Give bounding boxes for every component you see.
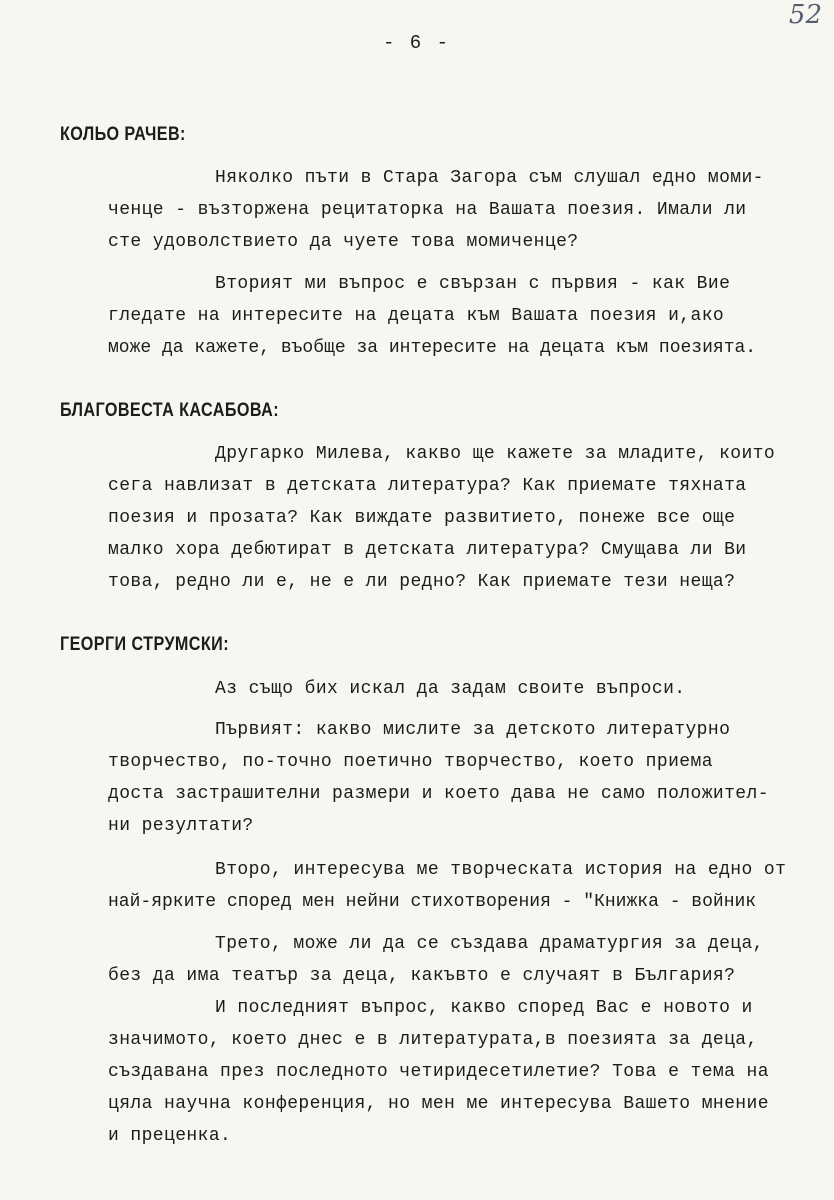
text-line: Първият: какво мислите за детското литературно bbox=[215, 720, 731, 740]
text-line: творчество, по-точно поетично творчество, което приема bbox=[108, 752, 713, 772]
text-line: цяла научна конференция, но мен ме интересува Вашето мнение bbox=[108, 1094, 769, 1114]
text-line: доста застрашителни размери и което дава не само положител- bbox=[108, 784, 769, 804]
text-line: значимото, което днес е в литературата,в поезията за деца, bbox=[108, 1030, 758, 1050]
text-line: най-ярките според мен нейни стихотворения - "Книжка - войник bbox=[108, 892, 757, 912]
speaker-name: ГЕОРГИ СТРУМСКИ: bbox=[60, 634, 230, 655]
text-line: сега навлизат в детската литература? Как приемате тяхната bbox=[108, 476, 747, 496]
text-line: създавана през последното четиридесетилетие? Това е тема на bbox=[108, 1062, 769, 1082]
text-line: Трето, може ли да се създава драматургия за деца, bbox=[215, 934, 764, 954]
text-line: Аз също бих искал да задам своите въпроси. bbox=[215, 679, 686, 699]
text-line: без да има театър за деца, какъвто е случаят в България? bbox=[108, 966, 736, 986]
speaker-name: БЛАГОВЕСТА КАСАБОВА: bbox=[60, 400, 280, 421]
text-line: И последният въпрос, какво според Вас е новото и bbox=[215, 998, 753, 1018]
speaker-name: КОЛЬО РАЧЕВ: bbox=[60, 124, 186, 145]
text-line: Второ, интересува ме творческата история на едно от bbox=[215, 860, 787, 880]
text-line: сте удоволствието да чуете това момиченце? bbox=[108, 232, 579, 252]
text-line: ни резултати? bbox=[108, 816, 254, 836]
text-line: това, редно ли е, не е ли редно? Как приемате тези неща? bbox=[108, 572, 736, 592]
text-line: и преценка. bbox=[108, 1126, 232, 1146]
text-line: гледате на интересите на децата към Вашата поезия и,ако bbox=[108, 306, 725, 326]
text-line: малко хора дебютират в детската литература? Смущава ли Ви bbox=[108, 540, 747, 560]
handwritten-folio-number: 52 bbox=[788, 0, 822, 30]
text-line: Другарко Милева, какво ще кажете за младите, които bbox=[215, 444, 776, 464]
text-line: поезия и прозата? Как виждате развитието, понеже все още bbox=[108, 508, 736, 528]
text-line: може да кажете, въобще за интересите на децата към поезията. bbox=[108, 338, 757, 358]
page-number: - 6 - bbox=[383, 32, 451, 54]
text-line: ченце - възторжена рецитаторка на Вашата поезия. Имали ли bbox=[108, 200, 747, 220]
text-line: Няколко пъти в Стара Загора съм слушал едно моми- bbox=[215, 168, 764, 188]
text-line: Вторият ми въпрос е свързан с първия - как Вие bbox=[215, 274, 731, 294]
